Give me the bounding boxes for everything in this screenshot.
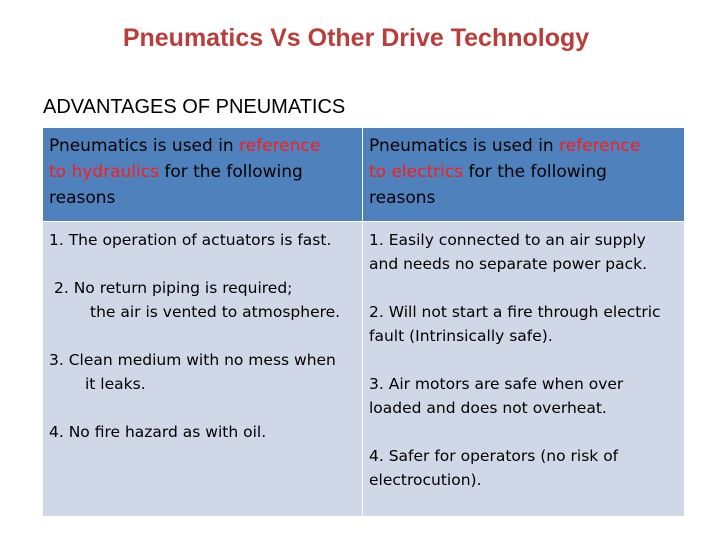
list-item [369,372,684,420]
hydraulics-reason-1: 1. The operation of actuators is fast. [49,231,332,249]
hydraulics-reason-2-line-1: 2. No return piping is required; [54,279,293,297]
header-electrics-highlight-reference: reference [559,136,641,156]
electrics-reason-2-line-2: fault (Intrinsically safe). [369,327,553,345]
electrics-reason-1-line-1: 1. Easily connected to an air supply [369,231,646,249]
hydraulics-reasons-list [43,222,362,444]
electrics-reason-4-line-2: electrocution). [369,471,482,489]
header-hydraulics-last-line: reasons [49,188,116,208]
header-electrics-pre: Pneumatics is used in [369,136,560,156]
header-hydraulics-highlight-reference: reference [239,136,321,156]
list-item [369,444,684,492]
electrics-reasons-list [363,222,684,492]
header-electrics-highlight-topic: to electrics [369,162,464,182]
hydraulics-reason-3-line-2: it leaks. [85,375,146,393]
header-hydraulics-post: for the following [158,162,303,182]
hydraulics-reason-3-line-1: 3. Clean medium with no mess when [49,351,336,369]
header-text-hydraulics [43,128,362,211]
header-hydraulics-highlight-topic: to hydraulics [49,162,159,182]
header-cell-hydraulics [43,128,363,222]
comparison-table [42,127,685,517]
list-item [49,228,362,252]
electrics-reason-3-line-2: loaded and does not overheat. [369,399,607,417]
header-hydraulics-pre: Pneumatics is used in [49,136,240,156]
body-cell-electrics [363,222,685,517]
table-header-row [43,128,685,222]
slide-subtitle: ADVANTAGES OF PNEUMATICS [43,96,346,118]
list-item [49,420,362,444]
table-body-row [43,222,685,517]
header-electrics-post: for the following [463,162,607,182]
slide-title: Pneumatics Vs Other Drive Technology [122,24,590,52]
list-item [49,276,362,324]
electrics-reason-2-line-1: 2. Will not start a fire through electric [369,303,661,321]
list-item [49,348,362,396]
hydraulics-reason-4: 4. No fire hazard as with oil. [49,423,267,441]
electrics-reason-1-line-2: and needs no separate power pack. [369,255,648,273]
electrics-reason-4-line-1: 4. Safer for operators (no risk of [369,447,619,465]
header-electrics-last-line: reasons [369,188,436,208]
electrics-reason-3-line-1: 3. Air motors are safe when over [369,375,624,393]
list-item [369,300,684,348]
header-cell-electrics [363,128,685,222]
hydraulics-reason-2-line-2: the air is vented to atmosphere. [90,303,341,321]
list-item [369,228,684,276]
header-text-electrics [363,128,684,211]
body-cell-hydraulics [43,222,363,517]
